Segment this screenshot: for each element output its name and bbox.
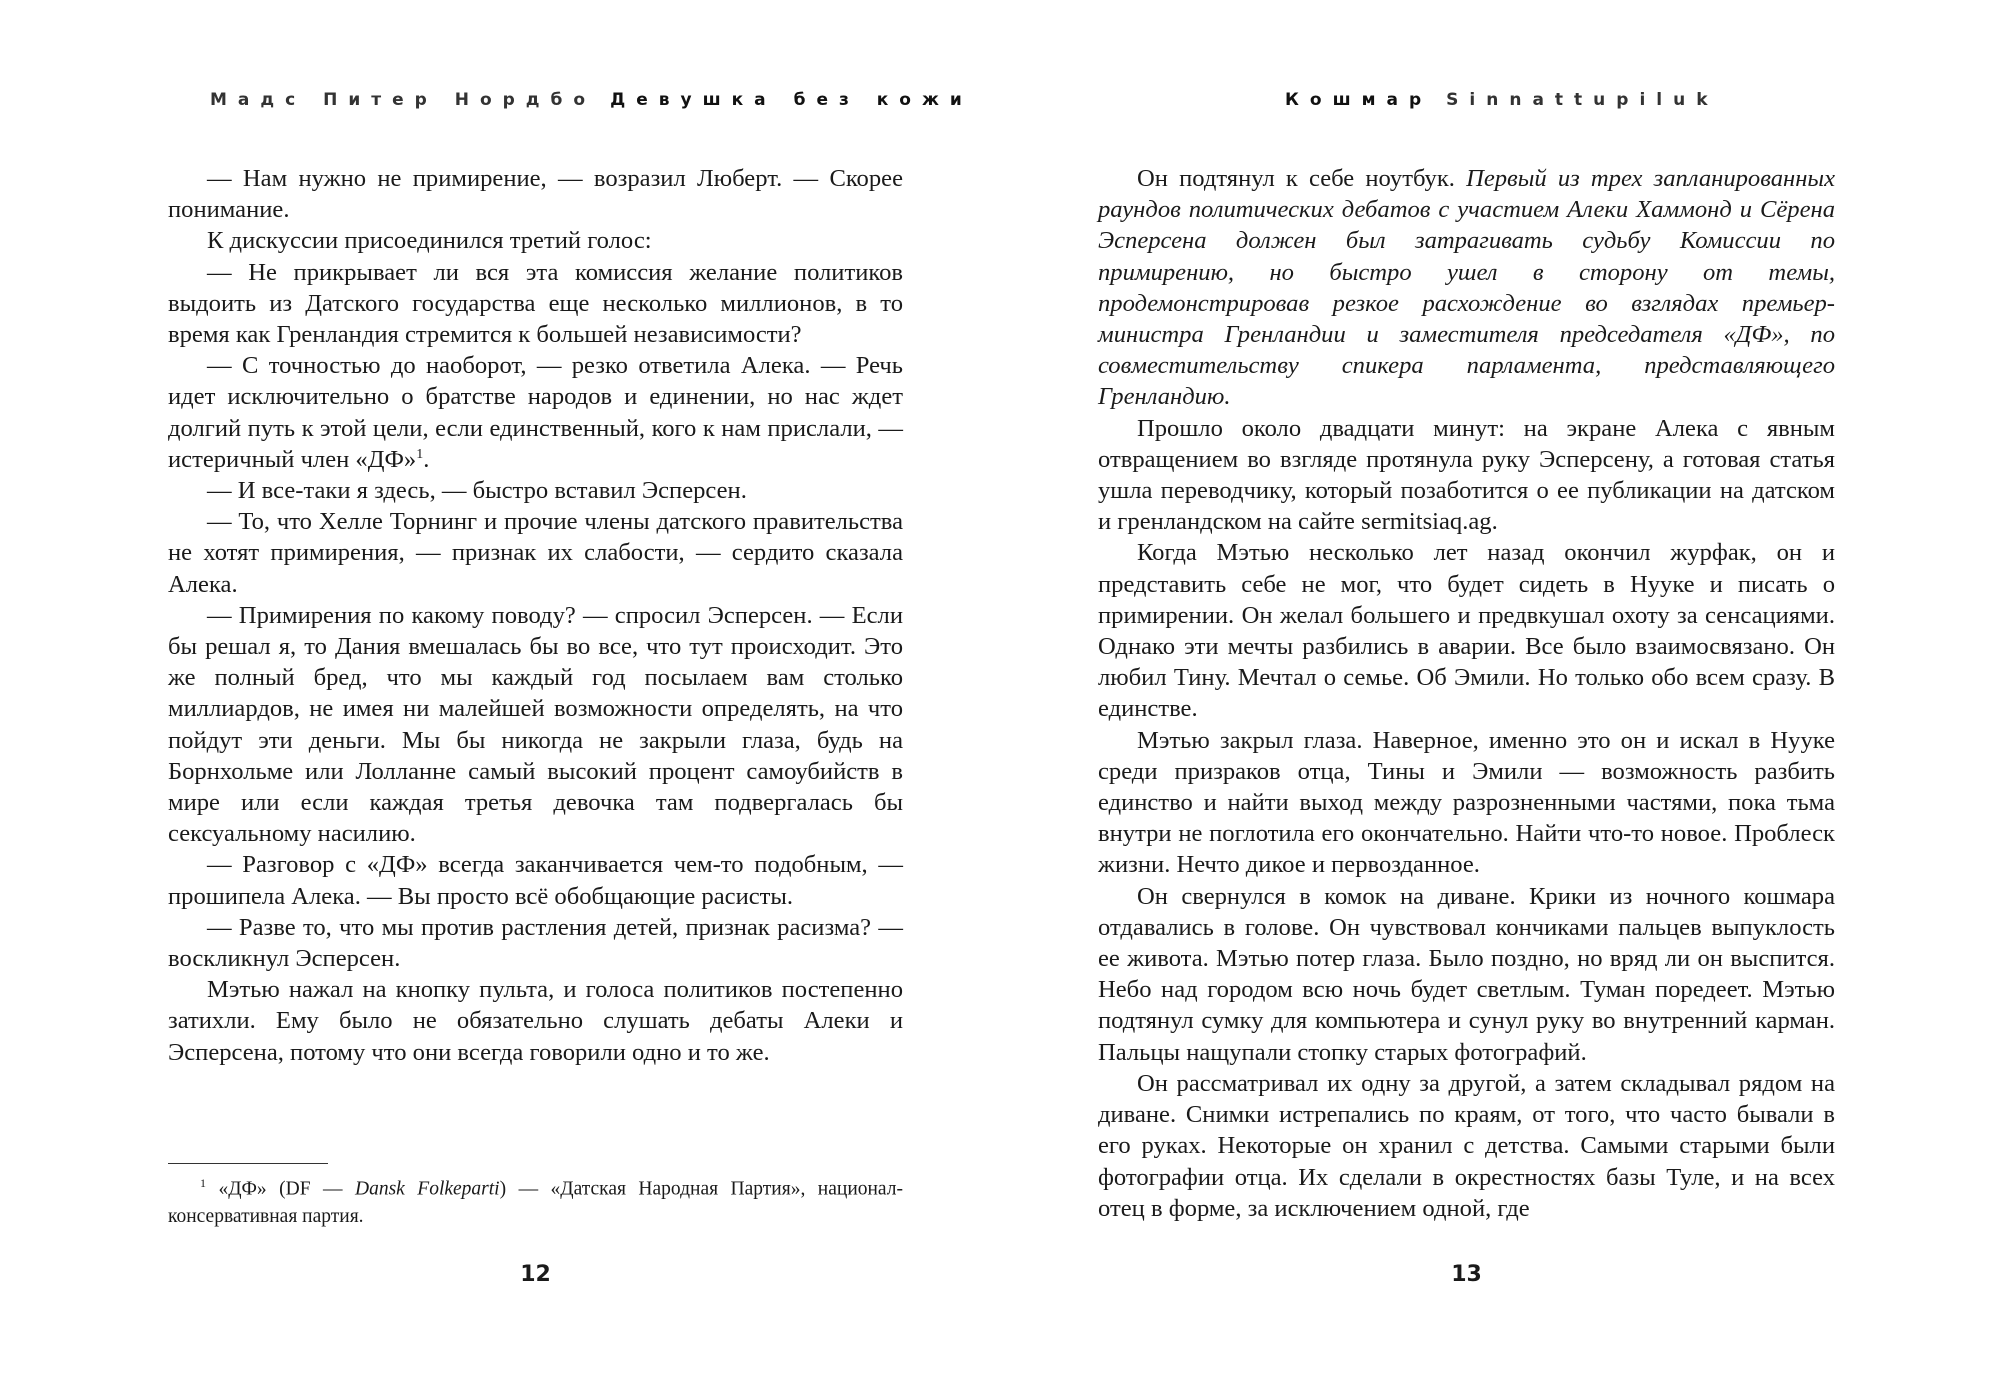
footnote-text-b: ) — «Датская Народная Партия», национал-консервативная партия.	[168, 1178, 903, 1227]
paragraph: — Разве то, что мы против растления детей, признак расизма? — воскликнул Эсперсен.	[168, 913, 903, 973]
paragraph	[1098, 163, 1835, 413]
footnote	[168, 1170, 903, 1230]
paragraph: — С точностью до наоборот, — резко ответила Алека. — Речь идет исключительно о братстве народов и единении, но нас ждет долгий путь к этой цели, если единственный, кого к нам прислали, — истеричный член «ДФ»$^1$.	[168, 352, 903, 473]
paragraph: К дискуссии присоединился третий голос:	[207, 227, 652, 255]
footnote-rule	[168, 1163, 328, 1164]
paragraph: — То, что Хелле Торнинг и прочие члены датского правительства не хотят примирения, — признак их слабости, — сердито сказала Алека.	[168, 508, 903, 598]
paragraph: — Разговор с «ДФ» всегда заканчивается чем-то подобным, — прошипела Алека. — Вы просто всё обобщающие расисты.	[168, 851, 903, 910]
footnote-marker: 1	[200, 1176, 206, 1190]
paragraph: — Не прикрывает ли вся эта комиссия желание политиков выдоить из Датского государства еще несколько миллионов, в то время как Гренландия стремится к большей независимости?	[168, 258, 903, 349]
footnote-text-a: «ДФ» (DF —	[218, 1178, 355, 1200]
footnote-text-italic: Dansk Folkeparti	[355, 1178, 500, 1200]
paragraph: — Примирения по какому поводу? — спросил Эсперсен. — Если бы решал я, то Дания вмешалась бы во все, что тут происходит. Это же полный бред, что мы каждый год посылаем вам столько миллиардов, не имея ни малейшей возможности определять, на что пойдут эти деньги. Мы бы никогда не закрыли глаза, будь на Борнхольме или Лолланне самый высокий процент самоубийств в мире или если каждая третья девочка там подвергалась бы сексуальному насилию.	[168, 601, 903, 848]
paragraph-italic-text: Первый из трех запланированных раундов политических дебатов с участием Алеки Хаммонд и Сёрена Эсперсена должен был затрагивать судьбу Комиссии по примирению, но быстро ушел в сторону от темы, продемонстрировав резкое расхождение во взглядах премьер-министра Гренландии и заместителя председателя «ДФ», по совместительству спикера парламента, представляющего Гренландию.	[1098, 165, 1835, 411]
paragraph: Он свернулся в комок на диване. Крики из ночного кошмара отдавались в голове. Он чувствовал кончиками пальцев выпуклость ее живота. Мэтью потер глаза. Было поздно, но вряд ли он выспится. Небо над городом всю ночь будет светлым. Туман поредеет. Мэтью подтянул сумку для компьютера и сунул руку во внутренний карман. Пальцы нащупали стопку старых фотографий.	[1098, 882, 1835, 1066]
paragraph: — И все-таки я здесь, — быстро вставил Эсперсен.	[207, 477, 747, 505]
paragraph-text: — С точностью до наоборот, — резко ответила Алека. — Речь идет исключительно о братстве народов и единении, но нас ждет долгий путь к этой цели, если единственный, кого к нам прислали, — истеричный член «ДФ»	[168, 352, 903, 473]
left-running-head	[210, 88, 973, 112]
left-body-text	[168, 163, 903, 1068]
left-page	[168, 0, 973, 1399]
running-head-chapter-subtitle: Sinnattupiluk	[1446, 90, 1719, 110]
running-head-author: Мадс Питер Нордбо	[210, 90, 597, 110]
page-number-left: 12	[520, 1262, 551, 1287]
right-running-head	[1285, 88, 1835, 112]
paragraph: Мэтью нажал на кнопку пульта, и голоса политиков постепенно затихли. Ему было не обязательно слушать дебаты Алеки и Эсперсена, потому что они всегда говорили одно и то же.	[168, 976, 903, 1066]
right-body-text	[1098, 163, 1835, 1224]
paragraph: — Нам нужно не примирение, — возразил Люберт. — Скорее понимание.	[168, 165, 903, 224]
running-head-chapter-title: Кошмар	[1285, 90, 1433, 110]
footnote-reference: 1	[416, 446, 424, 462]
paragraph: Когда Мэтью несколько лет назад окончил журфак, он и представить себе не мог, что будет сидеть в Нууке и писать о примирении. Он желал большего и предвкушал охоту за сенсациями. Однако эти мечты разбились в аварии. Все было взаимосвязано. Он любил Тину. Мечтал о семье. Об Эмили. Но только обо всем сразу. В единстве.	[1098, 539, 1835, 723]
paragraph: Прошло около двадцати минут: на экране Алека с явным отвращением во взгляде протянула руку Эсперсену, а готовая статья ушла переводчику, который позаботится о ее публикации на датском и гренландском на сайте sermitsiaq.ag.	[1098, 414, 1835, 536]
paragraph-text: Он подтянул к себе ноутбук.	[1137, 165, 1467, 192]
paragraph: Мэтью закрыл глаза. Наверное, именно это он и искал в Нууке среди призраков отца, Тины и Эмили — возможность разбить единство и найти выход между разрозненными частями, пока тьма внутри не поглотила его окончательно. Найти что-то новое. Проблеск жизни. Нечто дикое и первозданное.	[1098, 726, 1835, 879]
right-page	[1098, 0, 1835, 1399]
page-number-right: 13	[1451, 1262, 1482, 1287]
paragraph: Он рассматривал их одну за другой, а затем складывал рядом на диване. Снимки истрепались по краям, от того, что часто бывали в его руках. Некоторые он хранил с детства. Самыми старыми были фотографии отца. Их сделали в окрестностях базы Туле, и на всех отец в форме, за исключением одной, где	[1098, 1069, 1835, 1222]
running-head-book-title: Девушка без кожи	[610, 90, 973, 110]
